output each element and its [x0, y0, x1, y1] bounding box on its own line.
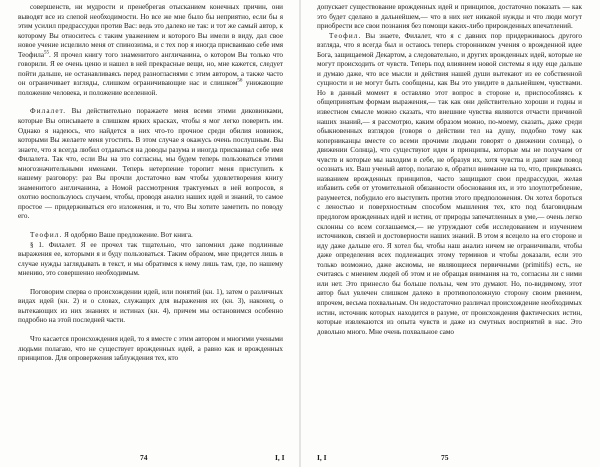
speaker-name: Теофил. [329, 31, 362, 40]
paragraph: Теофил. Вы знаете, Филалет, что я с давних пор придерживаюсь другого взгляда, что я всегда был и остаюсь теперь сторонником учения о врожденной идее Бога, защищаемой Декартом, а следовательно, и других врожденных идей, которые не могут происходить от чувств. Теперь под влиянием новой системы я иду еще дальше и думаю даже, что все мысли и действия нашей души вытекают из ее собственной сущности и не могут быть сообщены, как Вы это увидите в дальнейшем, чувствами. Но в данный момент я оставляю этот вопрос в стороне и, приспособляясь к общепринятым формам выражения,— так как они действительно хороши и годны и известном смысле можно сказать, что внешние чувства являются отчасти причиной наших знаний,— я рассмотрю, каким образом можно, по-моему, сказать, даже среди обыкновенных взглядов (говоря о действии тел на душу, подобно тому как коперниканцы вместе со всеми прочими людьми говорят о движении солнца), о движении Солнца), что существуют идеи и принципы, которые мы не получаем от чувств и которые мы находим в себе, не образуя их, хотя чувства и дают нам повод осознать их. Ваш ученый автор, полагаю я, обратил внимание на то, что, прикрываясь названием врожденных принципов, часто защищают свои предрассудки, желая избавить себя от утомительной обязанности обоснования их, и это злоупотребление, разумеется, побудило его выступить против этого предположения. Он хотел бороться с леностью и поверхностным способом мышления тех, кто под благовидным предлогом врожденных идей и истин, от природы запечатленных в уме,— очень легко склонны со всем соглашаемся,— не утруждают себя исследованием и изучением источников, связей и достоверности наших знаний. В этом я всецело на его стороне и иду даже дальше его. Я хотел бы, чтобы наш анализ ничем не ограничивали, чтобы даже определения всех подлежащих этому терминов и чтобы доказали, если это только возможно, даже аксиомы, не являющиеся первичными (primitifs) есть, не считаясь с мнением людей об этом и не обращая внимания на то, согласны ли с ними или нет. Это принесло бы больше пользы, чем это думают. Но, по-видимому, этот автор был увлечен слишком далеко в противоположную сторону своим рвением, впрочем, весьма похвальным. Он недостаточно различал происхождение необходимых истин, источник которых находится в разуме, от происхождения фактических истин, которые извлекаются из опыта чувств и даже из смутных восприятий в нас. Это довольно много. Мне очень похвальное само [317, 31, 582, 336]
left-page-footer [0, 451, 299, 465]
section-mark: I, I [317, 453, 327, 462]
paragraph: Что касается происхождения идей, то я вместе с этим автором и многими учеными людьми полагаю, что не существует врожденных идей, а равно как и врожденных принципов. Для опровержения заблуждения тех, кто [18, 334, 283, 363]
paragraph: § 1. Филалет. Я ее прочел так тщательно, что запомнил даже подлинные выражения ее, которыми я и буду пользоваться. Таким образом, мне придется лишь в случае нужды заглядывать в текст, и мы обратимся к нему лишь там, где, по нашему мнению, это совершенно необходимым. [18, 240, 283, 278]
paragraph: Поговорим сперва о происхождении идей, или понятий (кн. 1), затем о различных видах идей (кн. 2) и о словах, служащих для выражения их (кн. 3), наконец, о вытекающих из них знаниях и истинах (кн. 4), причем мы остановимся особенно подробно на этой последней части. [18, 287, 283, 325]
section-mark: I, I [275, 453, 285, 462]
footnote-ref[interactable]: 55 [44, 50, 50, 56]
paragraph: совершенств, ни мудрости и пренебрегая отысканием конечных причин, они выводят все из слепой необходимости. Но все же мне было бы неприятно, если бы я этим усилил предрассудки против Вас: ведь это далеко не так: и тот же самый автор, к которому Вы относитесь с таким уважением и которого Вы имели в виду, дал свое новое учение исцелило меня от спинозизма, и с тех пор я иногда присваиваю себе имя Теофила$^{55}$. Я прочел книгу того знаменитого англичанина, о котором Вы только что говорили. Я ее очень ценю и нашел в ней прекрасные вещи, но, мне кажется, следует пойти дальше, не останавливаясь перед разногласиями с этим автором, а также часто он ограничивает взгляды, слишком ограничивающие нас и слишком$^{56}$ унижающие положение человека, и положение вселенной. [18, 3, 283, 97]
paragraph: Теофил. Я одобряю Ваше предложение. Вот книга. [30, 231, 193, 240]
speaker-name: Теофил. [30, 231, 63, 240]
speaker-name: Филалет. [30, 107, 67, 116]
page-number: 75 [441, 453, 449, 462]
page-number: 74 [140, 453, 148, 462]
right-page [301, 0, 600, 467]
paragraph: Филалет. Вы действительно поражаете меня всеми этими диковинками, которые Вы описываете в слишком ярких красках, чтобы я мог легко поверить им. Однако я надеюсь, что найдется в них что-то прочное среди обилия новинок, которыми Вы желаете меня угостить. В этом случае я окажусь очень послушным. Вы знаете, что я всегда любил отдаваться на доводы разума и иногда присваивал себе имя Филалета. Так что, если Вы на это согласны, мы будем теперь пользоваться этими многозначительными именами. Теперь нетерпение торопит меня приступить к нашему разговору: раз Вы прочли достаточно вам чтобы удовлетворения книгу знаменитого англичанина, а Номой рассмотрения трактуемых в ней вопросов, я охотно воспользуюсь случаем, чтобы, проводя анализ наших идей и знаний, то самое простое — придерживаться его изложения, и то, что Вы хотите заметить по поводу его. [18, 107, 283, 221]
left-text-column [18, 3, 283, 364]
right-page-footer [301, 451, 600, 465]
right-text-column [317, 3, 582, 337]
left-page [0, 0, 299, 467]
footnote-ref[interactable]: 56 [237, 79, 243, 84]
paragraph: допускает существование врожденных идей и принципов, достаточно показать — как это будет сделано в дальнейшем,— что в них нет никакой нужды и что люди могут приобрести все свои познания без помощи каких-либо прирожденных впечатлений. [317, 3, 582, 31]
